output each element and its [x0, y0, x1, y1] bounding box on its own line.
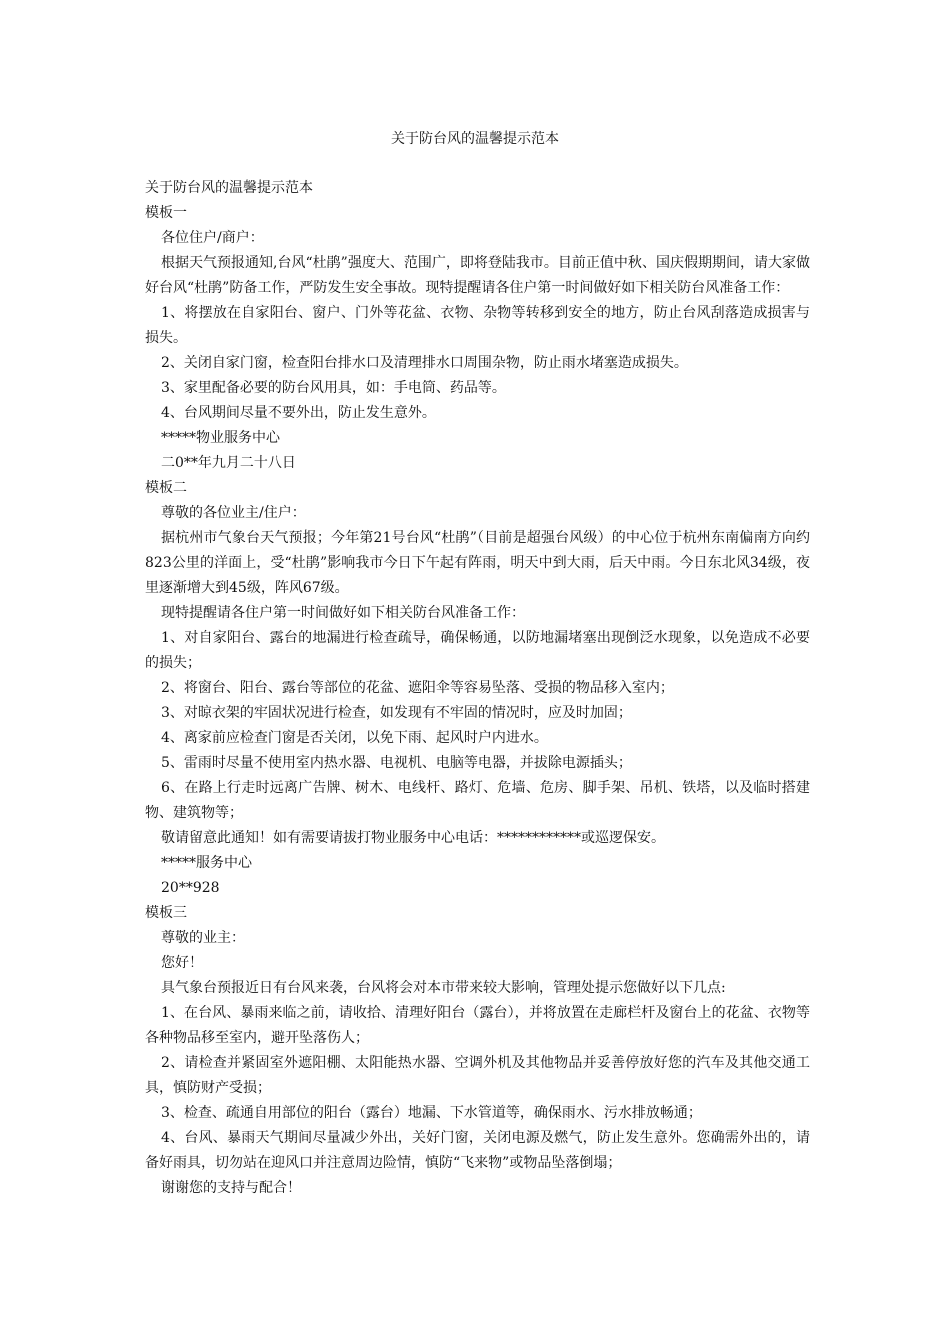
- body-paragraph: 1、对自家阳台、露台的地漏进行检查疏导，确保畅通，以防地漏堵塞出现倒泛水现象，以免造成不必要的损失；: [145, 630, 810, 671]
- body-paragraph: *****服务中心: [161, 855, 252, 871]
- body-paragraph: 3、对晾衣架的牢固状况进行检查，如发现有不牢固的情况时，应及时加固；: [161, 705, 632, 721]
- body-paragraph: 谢谢您的支持与配合！: [161, 1180, 301, 1196]
- body-paragraph: 1、将摆放在自家阳台、窗户、门外等花盆、衣物、杂物等转移到安全的地方，防止台风刮落造成损害与损失。: [145, 305, 810, 346]
- section-heading: 模板二: [145, 480, 187, 496]
- body-paragraph: 6、在路上行走时远离广告牌、树木、电线杆、路灯、危墙、危房、脚手架、吊机、铁塔，以及临时搭建物、建筑物等；: [145, 780, 810, 821]
- body-paragraph: 根据天气预报通知,台风“杜鹃”强度大、范围广，即将登陆我市。目前正值中秋、国庆假期期间，请大家做好台风“杜鹃”防备工作，严防发生安全事故。现特提醒请各住户第一时间做好如下相关防台风准备工作：: [145, 255, 810, 296]
- body-paragraph: 二0**年九月二十八日: [161, 455, 296, 471]
- body-paragraph: 4、台风、暴雨天气期间尽量减少外出，关好门窗，关闭电源及燃气，防止发生意外。您确需外出的，请备好雨具，切勿站在迎风口并注意周边险情，慎防“飞来物”或物品坠落倒塌；: [145, 1130, 810, 1171]
- body-paragraph: 2、将窗台、阳台、露台等部位的花盆、遮阳伞等容易坠落、受损的物品移入室内；: [161, 680, 674, 696]
- document-title: 关于防台风的温馨提示范本: [391, 131, 559, 147]
- body-paragraph: 4、台风期间尽量不要外出，防止发生意外。: [161, 405, 436, 421]
- body-paragraph: 敬请留意此通知！如有需要请拔打物业服务中心电话：************或巡逻保安。: [161, 830, 665, 846]
- body-paragraph: 具气象台预报近日有台风来袭，台风将会对本市带来较大影响，管理处提示您做好以下几点:: [161, 980, 726, 996]
- body-paragraph: 2、关闭自家门窗，检查阳台排水口及清理排水口周围杂物，防止雨水堵塞造成损失。: [161, 355, 688, 371]
- body-paragraph: 现特提醒请各住户第一时间做好如下相关防台风准备工作：: [161, 605, 525, 621]
- body-paragraph: 您好！: [161, 955, 203, 971]
- body-paragraph: 尊敬的各位业主/住户：: [161, 505, 306, 521]
- body-paragraph: 4、离家前应检查门窗是否关闭，以免下雨、起风时户内进水。: [161, 730, 548, 746]
- document-body: [145, 176, 810, 1201]
- body-paragraph: 3、检查、疏通自用部位的阳台（露台）地漏、下水管道等，确保雨水、污水排放畅通；: [161, 1105, 702, 1121]
- section-heading: 关于防台风的温馨提示范本: [145, 180, 313, 196]
- body-paragraph: 20**928: [161, 880, 220, 896]
- body-paragraph: 3、家里配备必要的防台风用具，如：手电筒、药品等。: [161, 380, 506, 396]
- body-paragraph: 尊敬的业主：: [161, 930, 245, 946]
- body-paragraph: 5、雷雨时尽量不使用室内热水器、电视机、电脑等电器，并拔除电源插头；: [161, 755, 632, 771]
- body-paragraph: 1、在台风、暴雨来临之前，请收拾、清理好阳台（露台），并将放置在走廊栏杆及窗台上的花盆、衣物等各种物品移至室内，避开坠落伤人；: [145, 1005, 810, 1046]
- section-heading: 模板一: [145, 205, 187, 221]
- body-paragraph: *****物业服务中心: [161, 430, 280, 446]
- section-heading: 模板三: [145, 905, 187, 921]
- body-paragraph: 据杭州市气象台天气预报；今年第21号台风“杜鹃”（目前是超强台风级）的中心位于杭州东南偏南方向约823公里的洋面上，受“杜鹃”影响我市今日下午起有阵雨，明天中到大雨，后天中雨。今日东北风34级，夜里逐渐增大到45级，阵风67级。: [145, 530, 810, 596]
- body-paragraph: 2、请检查并紧固室外遮阳棚、太阳能热水器、空调外机及其他物品并妥善停放好您的汽车及其他交通工具，慎防财产受损；: [145, 1055, 810, 1096]
- body-paragraph: 各位住户/商户：: [161, 230, 264, 246]
